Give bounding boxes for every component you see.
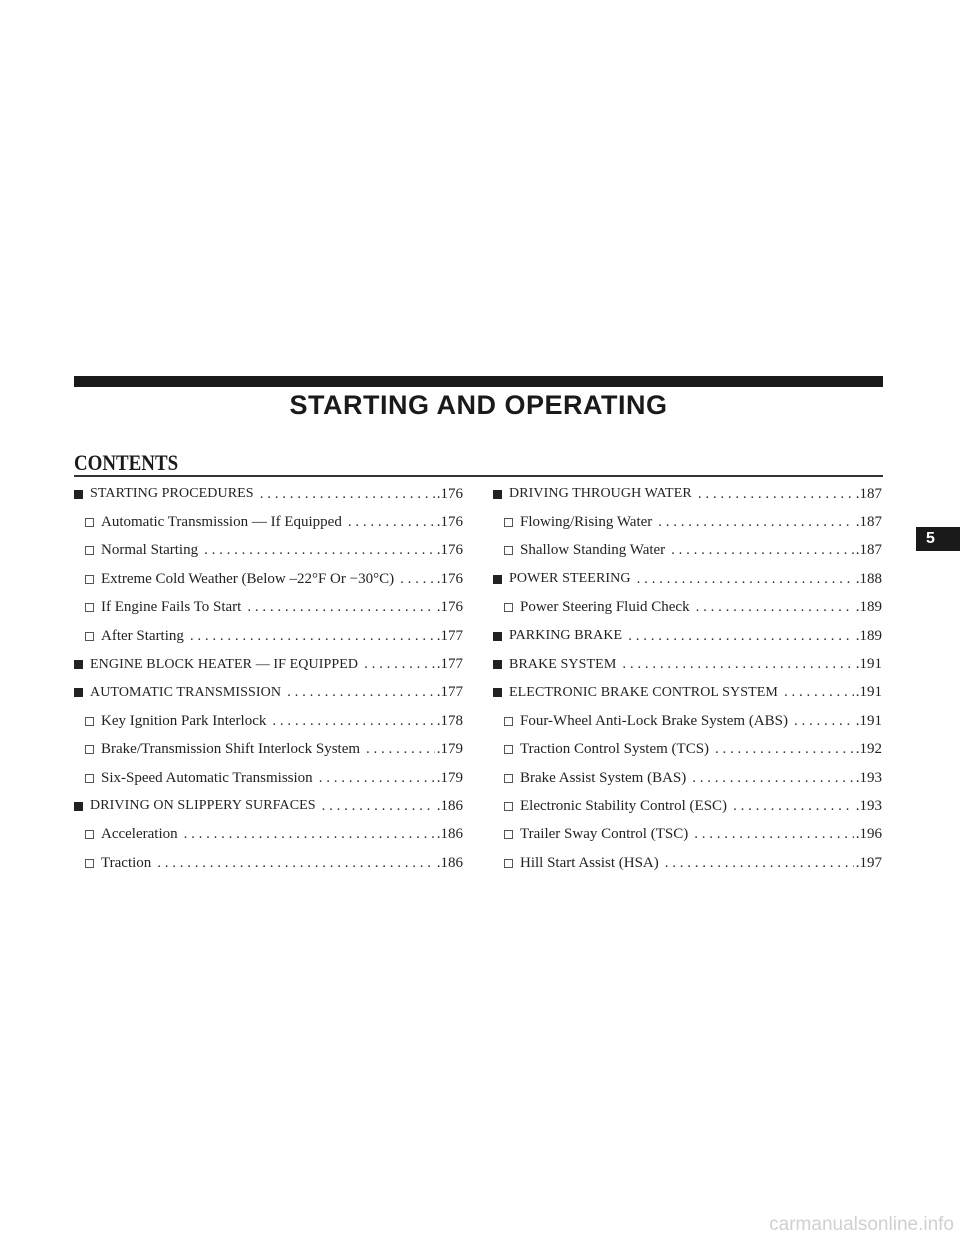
- toc-entry-page-number: .187: [855, 514, 882, 531]
- dot-leader: [272, 713, 434, 730]
- toc-entry-title: If Engine Fails To Start: [101, 599, 242, 616]
- toc-subsection-entry[interactable]: [74, 537, 463, 565]
- toc-section-entry[interactable]: [493, 480, 882, 508]
- hollow-square-bullet-icon: [85, 546, 94, 555]
- contents-rule: [74, 475, 883, 477]
- toc-entry-title: ENGINE BLOCK HEATER — IF EQUIPPED: [90, 656, 359, 672]
- toc-section-entry[interactable]: [493, 565, 882, 593]
- toc-entry-page-number: .186: [436, 854, 463, 871]
- dot-leader: [637, 571, 854, 588]
- dot-leader: [628, 628, 854, 645]
- toc-entry-title: Brake Assist System (BAS): [520, 769, 687, 786]
- hollow-square-bullet-icon: [85, 745, 94, 754]
- dot-leader: [204, 542, 435, 559]
- toc-entry-page-number: .189: [855, 627, 882, 644]
- toc-entry-title: Electronic Stability Control (ESC): [520, 797, 728, 814]
- chapter-title: STARTING AND OPERATING: [289, 390, 668, 420]
- toc-entry-page-number: .186: [436, 826, 463, 843]
- hollow-square-bullet-icon: [504, 518, 513, 527]
- toc-subsection-entry[interactable]: [74, 622, 463, 650]
- toc-entry-title: DRIVING THROUGH WATER: [509, 486, 692, 502]
- dot-leader: [157, 855, 434, 872]
- hollow-square-bullet-icon: [504, 802, 513, 811]
- toc-entry-title: Power Steering Fluid Check: [520, 599, 690, 616]
- dot-leader: [319, 770, 435, 787]
- toc-right-column: [493, 480, 882, 877]
- hollow-square-bullet-icon: [85, 518, 94, 527]
- toc-entry-page-number: .179: [436, 741, 463, 758]
- toc-entry-page-number: .188: [855, 570, 882, 587]
- toc-entry-page-number: .189: [855, 599, 882, 616]
- dot-leader: [671, 542, 854, 559]
- hollow-square-bullet-icon: [504, 859, 513, 868]
- toc-entry-title: Four-Wheel Anti-Lock Brake System (ABS): [520, 712, 788, 729]
- hollow-square-bullet-icon: [85, 575, 94, 584]
- toc-section-entry[interactable]: [493, 622, 882, 650]
- toc-subsection-entry[interactable]: [74, 849, 463, 877]
- dot-leader: [366, 741, 435, 758]
- square-bullet-icon: [74, 490, 83, 499]
- toc-section-entry[interactable]: [74, 650, 463, 678]
- toc-entry-page-number: .191: [855, 656, 882, 673]
- toc-entry-title: BRAKE SYSTEM: [509, 656, 617, 672]
- toc-entry-title: Traction Control System (TCS): [520, 741, 710, 758]
- square-bullet-icon: [74, 660, 83, 669]
- toc-entry-page-number: .187: [855, 542, 882, 559]
- toc-subsection-entry[interactable]: [74, 508, 463, 536]
- toc-entry-page-number: .197: [855, 854, 882, 871]
- toc-entry-page-number: .177: [436, 656, 463, 673]
- dot-leader: [247, 599, 434, 616]
- square-bullet-icon: [493, 575, 502, 584]
- toc-entry-page-number: .176: [436, 485, 463, 502]
- dot-leader: [348, 514, 435, 531]
- square-bullet-icon: [74, 688, 83, 697]
- dot-leader: [400, 571, 435, 588]
- dot-leader: [364, 656, 435, 673]
- toc-subsection-entry[interactable]: [74, 707, 463, 735]
- dot-leader: [622, 656, 853, 673]
- toc-section-entry[interactable]: [74, 679, 463, 707]
- hollow-square-bullet-icon: [85, 717, 94, 726]
- toc-section-entry[interactable]: [493, 679, 882, 707]
- toc-entry-title: ELECTRONIC BRAKE CONTROL SYSTEM: [509, 684, 778, 700]
- toc-entry-title: AUTOMATIC TRANSMISSION: [90, 684, 282, 700]
- dot-leader: [190, 628, 435, 645]
- chapter-top-rule: [74, 376, 883, 387]
- hollow-square-bullet-icon: [85, 774, 94, 783]
- dot-leader: [694, 826, 854, 843]
- square-bullet-icon: [493, 660, 502, 669]
- hollow-square-bullet-icon: [85, 632, 94, 641]
- toc-entry-page-number: .191: [855, 684, 882, 701]
- dot-leader: [658, 514, 853, 531]
- toc-subsection-entry[interactable]: [493, 508, 882, 536]
- toc-entry-page-number: .179: [436, 769, 463, 786]
- toc-entry-page-number: .176: [436, 542, 463, 559]
- toc-entry-page-number: .186: [436, 797, 463, 814]
- toc-subsection-entry[interactable]: [493, 764, 882, 792]
- toc-entry-title: Key Ignition Park Interlock: [101, 712, 267, 729]
- toc-entry-title: POWER STEERING: [509, 571, 631, 587]
- toc-entry-title: STARTING PROCEDURES: [90, 486, 254, 502]
- hollow-square-bullet-icon: [504, 546, 513, 555]
- toc-entry-title: Flowing/Rising Water: [520, 514, 653, 531]
- toc-entry-page-number: .193: [855, 797, 882, 814]
- toc-subsection-entry[interactable]: [493, 594, 882, 622]
- toc-entry-page-number: .187: [855, 485, 882, 502]
- toc-subsection-entry[interactable]: [74, 736, 463, 764]
- toc-entry-page-number: .176: [436, 599, 463, 616]
- dot-leader: [696, 599, 854, 616]
- dot-leader: [322, 798, 435, 815]
- toc-entry-page-number: .178: [436, 712, 463, 729]
- toc-entry-title: Normal Starting: [101, 542, 199, 559]
- toc-entry-page-number: .176: [436, 514, 463, 531]
- toc-entry-page-number: .176: [436, 570, 463, 587]
- hollow-square-bullet-icon: [85, 830, 94, 839]
- dot-leader: [715, 741, 854, 758]
- toc-entry-title: PARKING BRAKE: [509, 628, 623, 644]
- dot-leader: [665, 855, 854, 872]
- toc-entry-title: Hill Start Assist (HSA): [520, 854, 659, 871]
- contents-heading: CONTENTS: [74, 450, 179, 475]
- dot-leader: [794, 713, 854, 730]
- hollow-square-bullet-icon: [504, 745, 513, 754]
- toc-entry-title: Trailer Sway Control (TSC): [520, 826, 689, 843]
- toc-entry-title: Brake/Transmission Shift Interlock System: [101, 741, 361, 758]
- toc-entry-page-number: .177: [436, 627, 463, 644]
- toc-entry-page-number: .196: [855, 826, 882, 843]
- toc-subsection-entry[interactable]: [74, 565, 463, 593]
- hollow-square-bullet-icon: [504, 603, 513, 612]
- toc-entry-page-number: .191: [855, 712, 882, 729]
- toc-entry-title: DRIVING ON SLIPPERY SURFACES: [90, 798, 316, 814]
- toc-entry-title: Extreme Cold Weather (Below –22°F Or −30°C): [101, 570, 395, 587]
- hollow-square-bullet-icon: [504, 830, 513, 839]
- dot-leader: [692, 770, 853, 787]
- dot-leader: [287, 684, 435, 701]
- toc-subsection-entry[interactable]: [493, 792, 882, 820]
- toc-entry-page-number: .192: [855, 741, 882, 758]
- dot-leader: [184, 826, 435, 843]
- square-bullet-icon: [493, 688, 502, 697]
- chapter-tab-marker: 5: [916, 527, 960, 551]
- hollow-square-bullet-icon: [85, 603, 94, 612]
- toc-section-entry[interactable]: [74, 792, 463, 820]
- toc-entry-title: Shallow Standing Water: [520, 542, 666, 559]
- toc-entry-page-number: .193: [855, 769, 882, 786]
- toc-subsection-entry[interactable]: [493, 849, 882, 877]
- square-bullet-icon: [493, 490, 502, 499]
- toc-entry-page-number: .177: [436, 684, 463, 701]
- square-bullet-icon: [74, 802, 83, 811]
- dot-leader: [698, 486, 854, 503]
- square-bullet-icon: [493, 632, 502, 641]
- toc-subsection-entry[interactable]: [493, 736, 882, 764]
- dot-leader: [260, 486, 435, 503]
- toc-subsection-entry[interactable]: [74, 821, 463, 849]
- hollow-square-bullet-icon: [504, 717, 513, 726]
- toc-entry-title: Six-Speed Automatic Transmission: [101, 769, 313, 786]
- toc-section-entry[interactable]: [493, 650, 882, 678]
- watermark-text: carmanualsonline.info: [769, 1214, 954, 1235]
- toc-subsection-entry[interactable]: [493, 821, 882, 849]
- dot-leader: [784, 684, 854, 701]
- toc-section-entry[interactable]: [74, 480, 463, 508]
- hollow-square-bullet-icon: [85, 859, 94, 868]
- toc-subsection-entry[interactable]: [493, 537, 882, 565]
- hollow-square-bullet-icon: [504, 774, 513, 783]
- toc-entry-title: Acceleration: [101, 826, 178, 843]
- toc-entry-title: Traction: [101, 854, 152, 871]
- toc-left-column: [74, 480, 463, 877]
- toc-entry-title: After Starting: [101, 627, 184, 644]
- toc-subsection-entry[interactable]: [74, 764, 463, 792]
- toc-subsection-entry[interactable]: [74, 594, 463, 622]
- toc-subsection-entry[interactable]: [493, 707, 882, 735]
- dot-leader: [733, 798, 854, 815]
- toc-entry-title: Automatic Transmission — If Equipped: [101, 514, 342, 531]
